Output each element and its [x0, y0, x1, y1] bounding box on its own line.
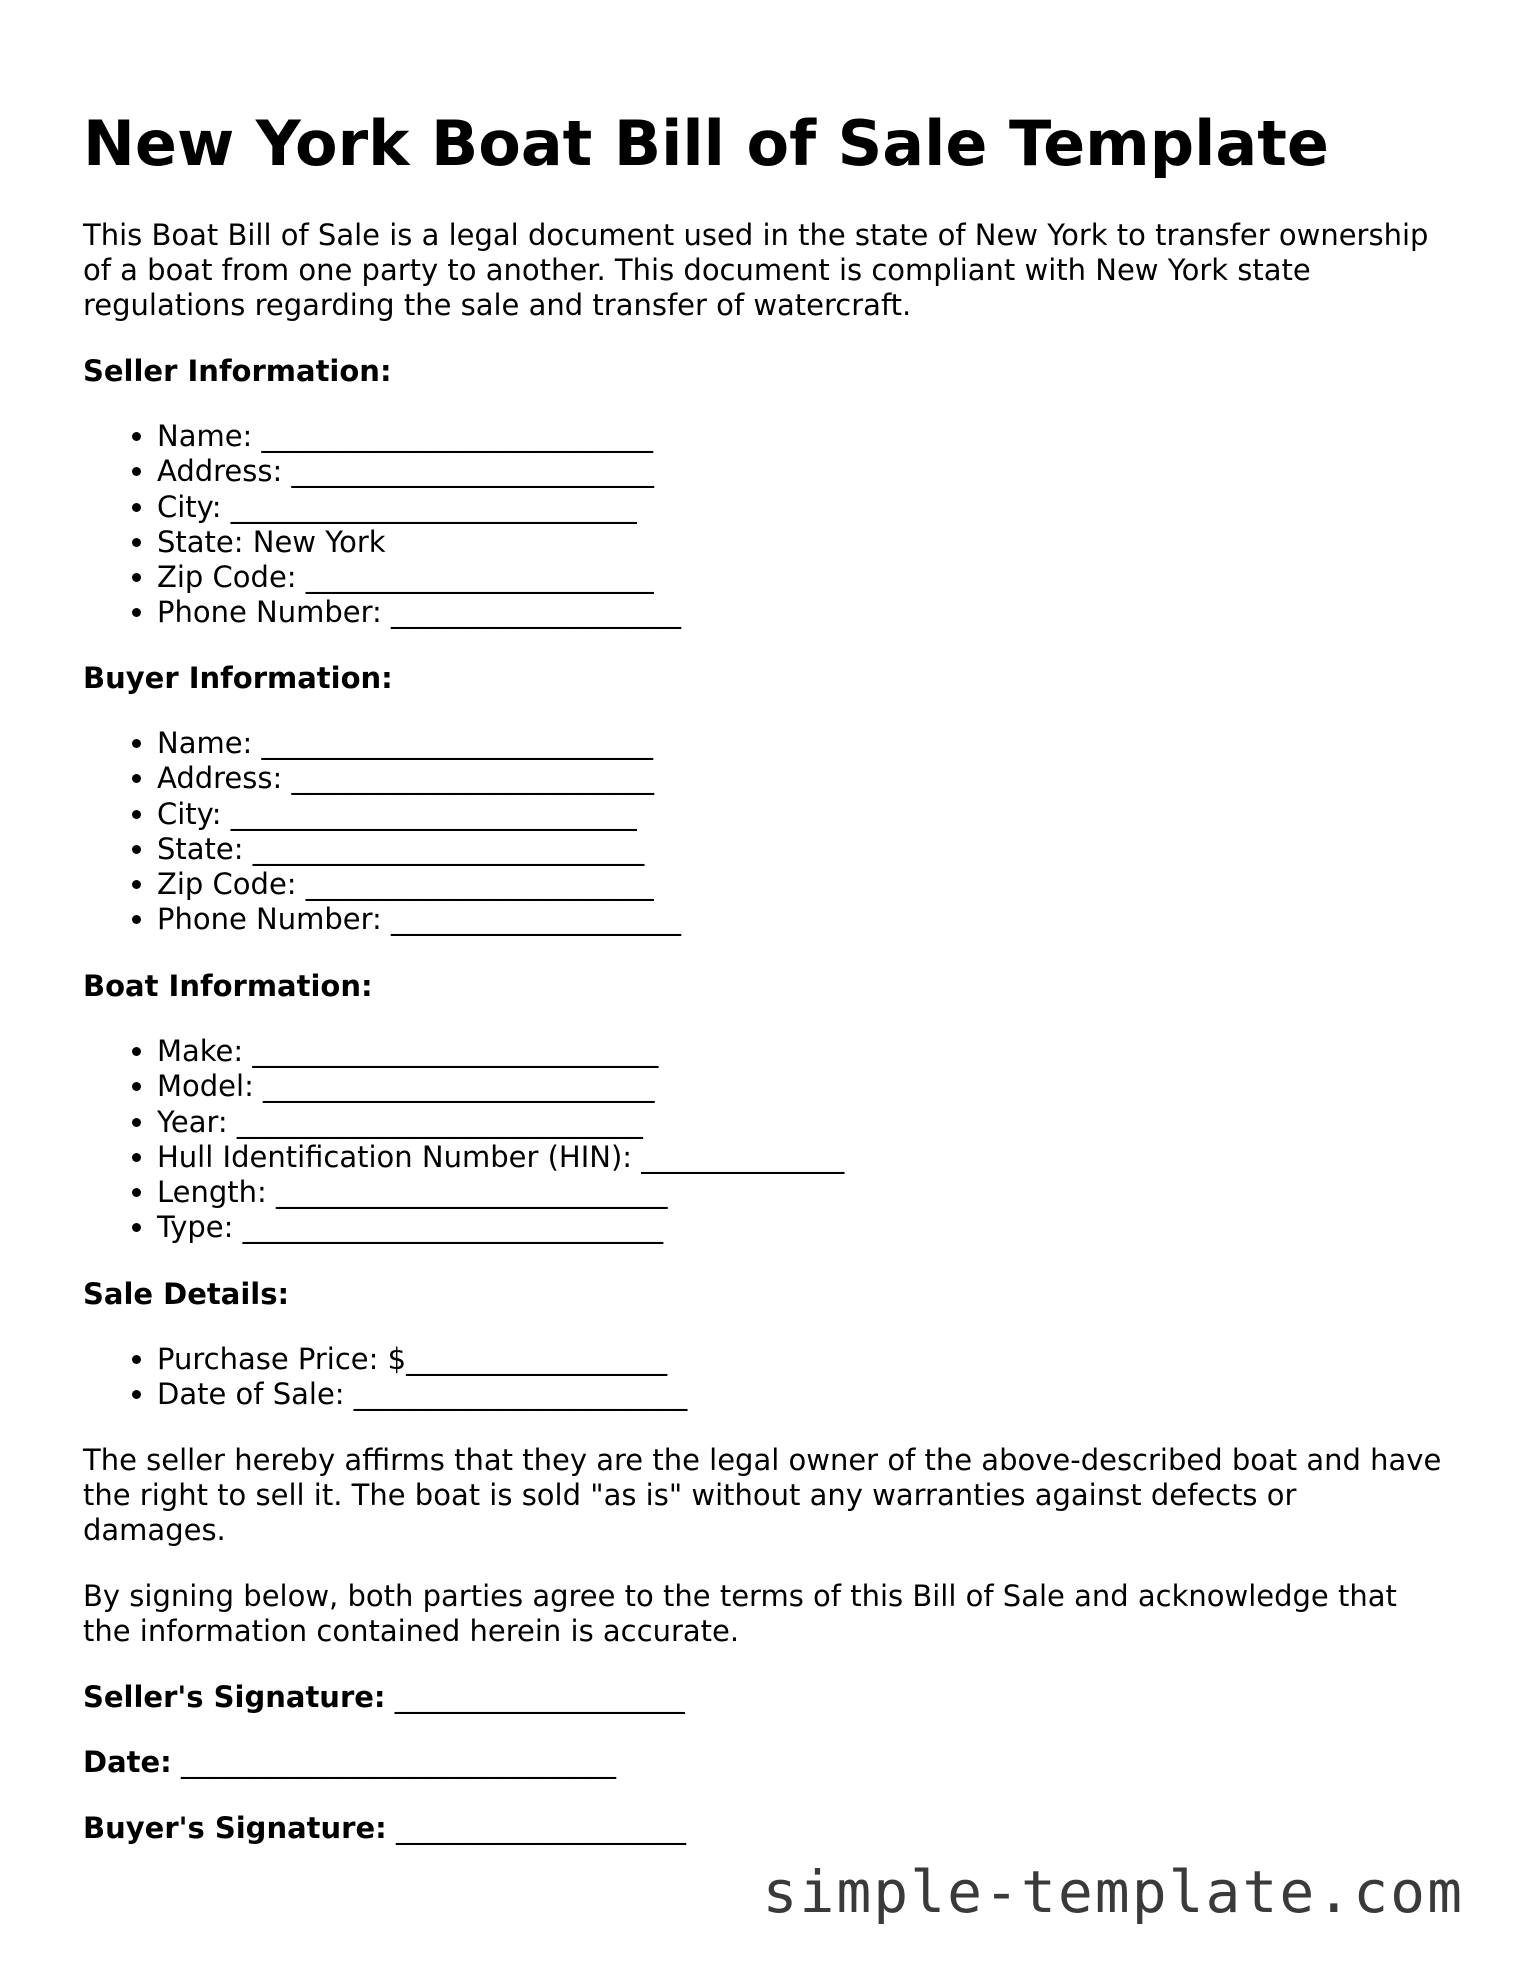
list-item: • Date of Sale: _______________________ [157, 1377, 687, 1412]
boat-list [83, 1034, 844, 1246]
buyer-signature-label: Buyer's Signature: [83, 1811, 387, 1845]
sale-list [83, 1342, 687, 1413]
list-item: • Hull Identification Number (HIN): ______________ [157, 1140, 844, 1175]
seller-heading: Seller Information: [83, 354, 392, 388]
sale-heading: Sale Details: [83, 1277, 290, 1311]
list-item: • Length: ___________________________ [157, 1175, 844, 1210]
buyer-heading: Buyer Information: [83, 661, 393, 695]
list-item: • Phone Number: ____________________ [157, 902, 681, 937]
buyer-signature-blank: ____________________ [386, 1811, 686, 1845]
date-blank: ______________________________ [171, 1745, 616, 1779]
boat-heading: Boat Information: [83, 969, 373, 1003]
seller-signature-line [83, 1680, 685, 1715]
document-title: New York Boat Bill of Sale Template [83, 107, 1329, 180]
list-item: • Model: ___________________________ [157, 1069, 844, 1104]
list-item: • City: ____________________________ [157, 797, 681, 832]
list-item: • Zip Code: ________________________ [157, 560, 681, 595]
buyer-signature-line [83, 1811, 686, 1846]
list-item: • State: New York [157, 525, 681, 560]
intro-paragraph: This Boat Bill of Sale is a legal document used in the state of New York to transfer ownership of a boat from one party to another. This document is compliant with New York state regulations regarding the sale and transfer of watercraft. [83, 218, 1429, 322]
list-item: • Year: ____________________________ [157, 1105, 844, 1140]
list-item: • City: ____________________________ [157, 490, 681, 525]
agreement-paragraph: By signing below, both parties agree to the terms of this Bill of Sale and acknowledge that the information contained herein is accurate. [83, 1579, 1397, 1648]
list-item: • Type: _____________________________ [157, 1210, 844, 1245]
date-label: Date: [83, 1745, 172, 1779]
list-item: • State: ___________________________ [157, 832, 681, 867]
list-item: • Name: ___________________________ [157, 419, 681, 454]
list-item: • Address: _________________________ [157, 761, 681, 796]
footer-watermark: simple-template.com [762, 1858, 1464, 1926]
list-item: • Zip Code: ________________________ [157, 867, 681, 902]
date-line [83, 1745, 616, 1780]
seller-signature-blank: ____________________ [385, 1680, 685, 1714]
list-item: • Phone Number: ____________________ [157, 595, 681, 630]
seller-signature-label: Seller's Signature: [83, 1680, 386, 1714]
list-item: • Name: ___________________________ [157, 726, 681, 761]
affirmation-paragraph: The seller hereby affirms that they are the legal owner of the above-described boat and have the right to sell it. The boat is sold "as is" without any warranties against defects or damages. [83, 1443, 1442, 1547]
list-item: • Address: _________________________ [157, 454, 681, 489]
seller-list [83, 419, 681, 631]
list-item: • Make: ____________________________ [157, 1034, 844, 1069]
list-item: • Purchase Price: $__________________ [157, 1342, 687, 1377]
buyer-list [83, 726, 681, 938]
